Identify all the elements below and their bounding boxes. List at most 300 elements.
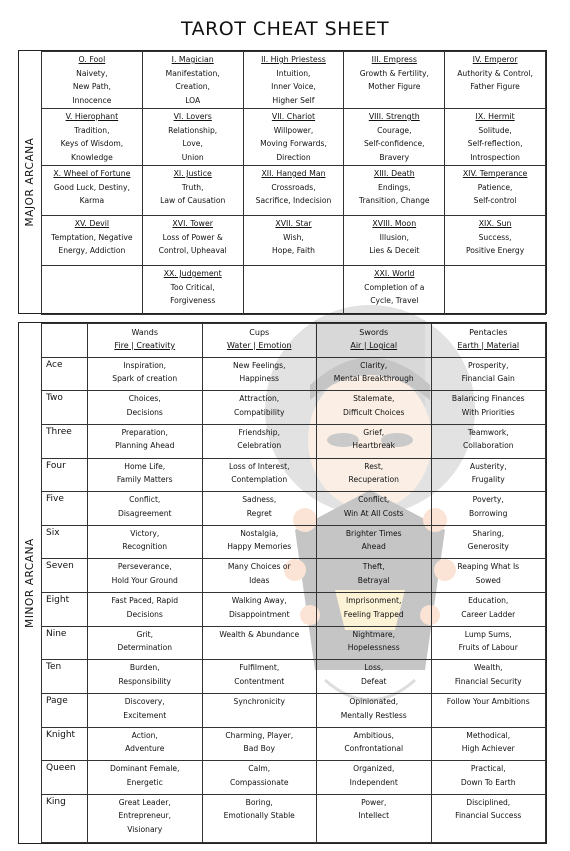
minor-arcana-table bbox=[41, 323, 546, 843]
suit-header bbox=[202, 324, 317, 358]
card-name: XVII. Star bbox=[275, 219, 312, 228]
card-name: IX. Hermit bbox=[475, 112, 515, 121]
minor-meaning-cell bbox=[431, 593, 546, 627]
minor-meaning-cell bbox=[317, 391, 432, 425]
meaning-line: With Priorities bbox=[461, 407, 515, 417]
rank-row bbox=[42, 761, 546, 795]
meaning-line: Adventure bbox=[125, 744, 165, 754]
card-meaning: Karma bbox=[79, 196, 105, 205]
minor-meaning-cell bbox=[88, 761, 203, 795]
meaning-line: Preparation, bbox=[121, 427, 168, 437]
rank-row bbox=[42, 525, 546, 559]
rank-row bbox=[42, 492, 546, 526]
meaning-line: Poverty, bbox=[472, 495, 504, 505]
rank-row bbox=[42, 357, 546, 391]
card-name: V. Hierophant bbox=[65, 112, 119, 121]
major-card-cell bbox=[42, 109, 143, 166]
meaning-line: Ahead bbox=[361, 542, 386, 552]
meaning-line: Visionary bbox=[127, 824, 163, 834]
minor-meaning-cell bbox=[202, 660, 317, 694]
meaning-line: Boring, bbox=[245, 797, 273, 807]
card-meaning: Success, bbox=[478, 232, 512, 242]
major-card-cell bbox=[445, 216, 546, 266]
card-meaning: Willpower, bbox=[273, 125, 314, 135]
card-name: XX. Judgement bbox=[163, 269, 222, 278]
meaning-line: Heartbreak bbox=[352, 441, 396, 451]
minor-meaning-cell bbox=[202, 357, 317, 391]
major-card-cell bbox=[142, 109, 243, 166]
suit-element: Earth | Material bbox=[457, 341, 520, 350]
card-meaning: Keys of Wisdom, bbox=[60, 139, 124, 148]
minor-meaning-cell bbox=[202, 559, 317, 593]
minor-meaning-cell bbox=[431, 458, 546, 492]
meaning-line: Choices, bbox=[128, 394, 161, 404]
meaning-line: Compassionate bbox=[229, 777, 289, 787]
card-name: IV. Emperor bbox=[472, 55, 518, 64]
suit-element: Fire | Creativity bbox=[114, 341, 176, 350]
meaning-line: Synchronicity bbox=[233, 697, 285, 707]
minor-meaning-cell bbox=[431, 424, 546, 458]
minor-meaning-cell bbox=[431, 626, 546, 660]
card-name: XXI. World bbox=[374, 269, 415, 278]
rank-label: Queen bbox=[42, 761, 88, 795]
meaning-line: Betrayal bbox=[357, 575, 390, 585]
card-name: XIV. Temperance bbox=[462, 169, 528, 178]
minor-meaning-cell bbox=[431, 727, 546, 761]
meaning-line: Spark of creation bbox=[112, 374, 178, 384]
minor-meaning-cell bbox=[431, 694, 546, 728]
meaning-line: Brighter Times bbox=[345, 528, 402, 538]
major-card-cell bbox=[142, 52, 243, 109]
card-meaning: Direction bbox=[276, 152, 311, 162]
card-meaning: Cycle, Travel bbox=[370, 296, 419, 305]
card-name: XII. Hanged Man bbox=[261, 169, 326, 178]
suit-name: Swords bbox=[359, 328, 389, 337]
minor-meaning-cell bbox=[431, 660, 546, 694]
meaning-line: Hopelessness bbox=[347, 643, 400, 653]
minor-meaning-cell bbox=[431, 794, 546, 842]
card-name: XV. Devil bbox=[74, 219, 110, 228]
card-meaning: Inner Voice, bbox=[271, 82, 316, 91]
card-name: II. High Priestess bbox=[261, 55, 326, 64]
card-meaning: Self-control bbox=[473, 196, 517, 205]
meaning-line: Grief, bbox=[363, 427, 385, 437]
rank-label: Nine bbox=[42, 626, 88, 660]
minor-meaning-cell bbox=[202, 593, 317, 627]
major-card-cell bbox=[445, 109, 546, 166]
meaning-line: Planning Ahead bbox=[115, 441, 175, 451]
meaning-line: Grit, bbox=[136, 629, 153, 639]
rank-label: Two bbox=[42, 391, 88, 425]
major-card-cell bbox=[344, 216, 445, 266]
meaning-line: Bad Boy bbox=[243, 744, 275, 754]
card-meaning: Naivety, bbox=[76, 68, 108, 78]
minor-meaning-cell bbox=[88, 593, 203, 627]
minor-meaning-cell bbox=[317, 761, 432, 795]
major-arcana-table bbox=[41, 51, 546, 315]
card-meaning: Good Luck, Destiny, bbox=[53, 182, 130, 192]
minor-meaning-cell bbox=[317, 424, 432, 458]
rank-row bbox=[42, 593, 546, 627]
meaning-line: Decisions bbox=[126, 609, 163, 619]
major-card-cell bbox=[42, 52, 143, 109]
rank-label: Five bbox=[42, 492, 88, 526]
meaning-line: Excitement bbox=[123, 710, 167, 720]
minor-meaning-cell bbox=[202, 391, 317, 425]
meaning-line: Charming, Player, bbox=[225, 730, 294, 740]
meaning-line: Methodical, bbox=[466, 730, 511, 740]
minor-meaning-cell bbox=[317, 593, 432, 627]
corner-cell bbox=[42, 324, 88, 358]
meaning-line: Financial Success bbox=[455, 811, 522, 821]
major-row bbox=[42, 266, 546, 315]
rank-label: Six bbox=[42, 525, 88, 559]
card-name: VII. Chariot bbox=[271, 112, 316, 121]
meaning-line: Clarity, bbox=[360, 360, 388, 370]
card-name: XVIII. Moon bbox=[372, 219, 417, 228]
meaning-line: Organized, bbox=[353, 764, 395, 774]
rank-row bbox=[42, 458, 546, 492]
meaning-line: Wealth & Abundance bbox=[219, 629, 300, 639]
suit-element: Air | Logical bbox=[350, 341, 398, 350]
card-meaning: Relationship, bbox=[168, 125, 218, 135]
meaning-line: Loss of Interest, bbox=[229, 461, 290, 471]
meaning-line: Nightmare, bbox=[352, 629, 395, 639]
card-meaning: Too Critical, bbox=[170, 282, 215, 292]
major-card-cell bbox=[344, 266, 445, 315]
minor-meaning-cell bbox=[317, 660, 432, 694]
suit-name: Wands bbox=[131, 328, 159, 337]
major-row bbox=[42, 166, 546, 216]
major-row bbox=[42, 216, 546, 266]
meaning-line: Power, bbox=[361, 797, 387, 807]
meaning-line: Fruits of Labour bbox=[458, 643, 518, 653]
page-title: TAROT CHEAT SHEET bbox=[180, 18, 390, 40]
card-meaning: Self-confidence, bbox=[363, 139, 425, 148]
meaning-line: Rest, bbox=[364, 461, 384, 471]
meaning-line: Frugality bbox=[471, 475, 505, 485]
minor-meaning-cell bbox=[431, 357, 546, 391]
card-meaning: Hope, Faith bbox=[272, 246, 315, 255]
meaning-line: Discovery, bbox=[124, 697, 165, 707]
minor-meaning-cell bbox=[202, 525, 317, 559]
major-row bbox=[42, 52, 546, 109]
suit-header bbox=[431, 324, 546, 358]
meaning-line: Nostalgia, bbox=[240, 528, 279, 538]
meaning-line: Lump Sums, bbox=[464, 629, 512, 639]
rank-label: Four bbox=[42, 458, 88, 492]
minor-meaning-cell bbox=[88, 458, 203, 492]
meaning-line: Confrontational bbox=[344, 744, 404, 754]
major-card-cell bbox=[142, 266, 243, 315]
meaning-line: Down To Earth bbox=[460, 777, 516, 787]
rank-row bbox=[42, 794, 546, 842]
meaning-line: Sharing, bbox=[472, 528, 505, 538]
meaning-line: Celebration bbox=[237, 441, 282, 451]
minor-meaning-cell bbox=[431, 391, 546, 425]
rank-label: Knight bbox=[42, 727, 88, 761]
meaning-line: Friendship, bbox=[238, 427, 280, 437]
major-card-cell bbox=[445, 166, 546, 216]
card-name: III. Empress bbox=[371, 55, 417, 64]
major-card-cell bbox=[344, 109, 445, 166]
meaning-line: Opinionated, bbox=[349, 697, 399, 707]
card-meaning: Completion of a bbox=[364, 282, 425, 292]
minor-meaning-cell bbox=[202, 794, 317, 842]
minor-meaning-cell bbox=[88, 626, 203, 660]
meaning-line: Family Matters bbox=[116, 475, 173, 485]
meaning-line: Determination bbox=[117, 643, 173, 653]
meaning-line: Inspiration, bbox=[123, 360, 167, 370]
meaning-line: Walking Away, bbox=[231, 596, 287, 606]
card-meaning: Introspection bbox=[470, 152, 520, 162]
meaning-line: Mentally Restless bbox=[340, 710, 407, 720]
meaning-line: Contentment bbox=[234, 676, 285, 686]
meaning-line: Independent bbox=[349, 777, 398, 787]
meaning-line: Stalemate, bbox=[353, 394, 395, 404]
card-meaning: Law of Causation bbox=[160, 196, 226, 205]
card-meaning: Tradition, bbox=[74, 125, 110, 135]
suit-header bbox=[88, 324, 203, 358]
meaning-line: Wealth, bbox=[473, 663, 503, 673]
card-meaning: Solitude, bbox=[478, 125, 512, 135]
card-meaning: Growth & Fertility, bbox=[359, 68, 429, 78]
meaning-line: Career Ladder bbox=[461, 609, 516, 619]
minor-meaning-cell bbox=[88, 391, 203, 425]
meaning-line: Theft, bbox=[362, 562, 385, 572]
meaning-line: Practical, bbox=[470, 764, 506, 774]
meaning-line: Feeling Trapped bbox=[343, 609, 404, 619]
card-name: I. Magician bbox=[171, 55, 214, 64]
card-meaning: Truth, bbox=[181, 182, 204, 192]
minor-meaning-cell bbox=[317, 458, 432, 492]
major-card-cell bbox=[142, 216, 243, 266]
empty-cell bbox=[445, 266, 546, 315]
meaning-line: Win At All Costs bbox=[343, 508, 404, 518]
minor-meaning-cell bbox=[317, 794, 432, 842]
meaning-line: Ideas bbox=[249, 575, 270, 585]
meaning-line: Financial Security bbox=[454, 676, 522, 686]
major-card-cell bbox=[142, 166, 243, 216]
minor-meaning-cell bbox=[88, 492, 203, 526]
major-arcana-side-label: MAJOR ARCANA bbox=[19, 51, 42, 313]
rank-row bbox=[42, 660, 546, 694]
meaning-line: Emotionally Stable bbox=[223, 811, 295, 821]
meaning-line: Balancing Finances bbox=[451, 394, 525, 404]
minor-meaning-cell bbox=[202, 727, 317, 761]
meaning-line: Entrepreneur, bbox=[118, 811, 171, 821]
card-name: VIII. Strength bbox=[368, 112, 420, 121]
meaning-line: Action, bbox=[131, 730, 158, 740]
minor-meaning-cell bbox=[431, 761, 546, 795]
meaning-line: Compatibility bbox=[233, 407, 285, 417]
card-meaning: LOA bbox=[185, 95, 201, 105]
suit-header-row bbox=[42, 324, 546, 358]
major-card-cell bbox=[42, 166, 143, 216]
rank-label: Ten bbox=[42, 660, 88, 694]
card-meaning: New Path, bbox=[72, 82, 111, 91]
card-meaning: Temptation, Negative bbox=[51, 232, 133, 242]
major-card-cell bbox=[42, 216, 143, 266]
meaning-line: Recognition bbox=[122, 542, 168, 552]
rank-label: Eight bbox=[42, 593, 88, 627]
card-meaning: Mother Figure bbox=[368, 82, 421, 91]
suit-element: Water | Emotion bbox=[227, 341, 292, 350]
card-meaning: Illusion, bbox=[379, 232, 409, 242]
card-meaning: Moving Forwards, bbox=[260, 139, 327, 148]
minor-arcana-section bbox=[18, 322, 547, 844]
suit-name: Cups bbox=[249, 328, 270, 337]
meaning-line: Burden, bbox=[129, 663, 160, 673]
card-meaning: Crossroads, bbox=[271, 182, 316, 192]
card-meaning: Father Figure bbox=[470, 82, 520, 91]
card-name: XIII. Death bbox=[373, 169, 415, 178]
meaning-line: Victory, bbox=[130, 528, 160, 538]
minor-meaning-cell bbox=[317, 559, 432, 593]
meaning-line: Fulfilment, bbox=[239, 663, 280, 673]
meaning-line: Fast Paced, Rapid bbox=[111, 596, 179, 606]
major-card-cell bbox=[243, 216, 344, 266]
minor-meaning-cell bbox=[88, 660, 203, 694]
meaning-line: Imprisonment, bbox=[346, 596, 402, 606]
card-meaning: Energy, Addiction bbox=[58, 246, 126, 255]
card-meaning: Endings, bbox=[378, 182, 411, 192]
card-meaning: Sacrifice, Indecision bbox=[255, 196, 332, 205]
meaning-line: Intellect bbox=[358, 811, 390, 821]
card-meaning: Creation, bbox=[175, 82, 210, 91]
card-name: X. Wheel of Fortune bbox=[53, 169, 131, 178]
meaning-line: Calm, bbox=[248, 764, 271, 774]
minor-meaning-cell bbox=[202, 761, 317, 795]
meaning-line: Responsibility bbox=[118, 676, 172, 686]
meaning-line: Hold Your Ground bbox=[111, 575, 178, 585]
minor-meaning-cell bbox=[202, 492, 317, 526]
meaning-line: Great Leader, bbox=[118, 797, 171, 807]
minor-meaning-cell bbox=[431, 559, 546, 593]
card-meaning: Union bbox=[181, 152, 204, 162]
minor-meaning-cell bbox=[202, 458, 317, 492]
minor-meaning-cell bbox=[317, 694, 432, 728]
card-meaning: Lies & Deceit bbox=[369, 246, 420, 255]
meaning-line: Happiness bbox=[239, 374, 279, 384]
card-meaning: Knowledge bbox=[71, 152, 113, 162]
major-arcana-section bbox=[18, 50, 547, 314]
meaning-line: Defeat bbox=[361, 676, 387, 686]
rank-label: Page bbox=[42, 694, 88, 728]
major-card-cell bbox=[445, 52, 546, 109]
card-meaning: Positive Energy bbox=[465, 246, 525, 255]
meaning-line: Sowed bbox=[475, 575, 501, 585]
meaning-line: Conflict, bbox=[358, 495, 390, 505]
minor-meaning-cell bbox=[88, 694, 203, 728]
minor-meaning-cell bbox=[431, 492, 546, 526]
meaning-line: Austerity, bbox=[469, 461, 507, 471]
meaning-line: Generosity bbox=[467, 542, 509, 552]
major-card-cell bbox=[344, 166, 445, 216]
card-name: O. Fool bbox=[78, 55, 106, 64]
meaning-line: Disagreement bbox=[117, 508, 172, 518]
minor-meaning-cell bbox=[88, 727, 203, 761]
minor-meaning-cell bbox=[88, 559, 203, 593]
card-meaning: Innocence bbox=[72, 95, 112, 105]
meaning-line: Ambitious, bbox=[353, 730, 394, 740]
meaning-line: Recuperation bbox=[348, 475, 399, 485]
meaning-line: Energetic bbox=[126, 777, 163, 787]
card-meaning: Courage, bbox=[377, 125, 412, 135]
card-name: VI. Lovers bbox=[173, 112, 212, 121]
card-name: XVI. Tower bbox=[172, 219, 213, 228]
major-card-cell bbox=[344, 52, 445, 109]
rank-label: Seven bbox=[42, 559, 88, 593]
meaning-line: Many Choices or bbox=[227, 562, 291, 572]
minor-meaning-cell bbox=[431, 525, 546, 559]
major-card-cell bbox=[243, 52, 344, 109]
meaning-line: Regret bbox=[246, 508, 272, 518]
rank-label: Ace bbox=[42, 357, 88, 391]
card-meaning: Transition, Change bbox=[358, 196, 430, 205]
meaning-line: High Achiever bbox=[461, 744, 515, 754]
minor-meaning-cell bbox=[317, 727, 432, 761]
meaning-line: Disappointment bbox=[228, 609, 290, 619]
meaning-line: Dominant Female, bbox=[109, 764, 180, 774]
card-meaning: Higher Self bbox=[272, 95, 315, 105]
card-meaning: Intuition, bbox=[276, 68, 311, 78]
rank-label: Three bbox=[42, 424, 88, 458]
suit-header bbox=[317, 324, 432, 358]
minor-meaning-cell bbox=[88, 794, 203, 842]
meaning-line: Happy Memories bbox=[227, 542, 292, 552]
card-meaning: Manifestation, bbox=[165, 68, 220, 78]
minor-meaning-cell bbox=[317, 492, 432, 526]
meaning-line: Difficult Choices bbox=[343, 407, 405, 417]
meaning-line: Education, bbox=[468, 596, 509, 606]
card-meaning: Bravery bbox=[379, 152, 410, 162]
meaning-line: Disciplined, bbox=[466, 797, 511, 807]
meaning-line: Home Life, bbox=[124, 461, 166, 471]
meaning-line: Prosperity, bbox=[467, 360, 509, 370]
minor-meaning-cell bbox=[88, 525, 203, 559]
card-name: XI. Justice bbox=[173, 169, 212, 178]
rank-row bbox=[42, 694, 546, 728]
meaning-line: New Feelings, bbox=[233, 360, 286, 370]
rank-row bbox=[42, 626, 546, 660]
card-meaning: Control, Upheaval bbox=[158, 246, 227, 255]
meaning-line: Follow Your Ambitions bbox=[446, 697, 530, 707]
meaning-line: Reaping What Is bbox=[457, 562, 520, 572]
meaning-line: Sadness, bbox=[242, 495, 277, 505]
major-card-cell bbox=[243, 166, 344, 216]
empty-cell bbox=[42, 266, 143, 315]
card-meaning: Authority & Control, bbox=[457, 68, 533, 78]
meaning-line: Collaboration bbox=[462, 441, 514, 451]
meaning-line: Mental Breakthrough bbox=[333, 374, 414, 384]
card-meaning: Patience, bbox=[477, 182, 513, 192]
suit-name: Pentacles bbox=[469, 328, 508, 337]
meaning-line: Financial Gain bbox=[461, 374, 515, 384]
minor-arcana-side-label: MINOR ARCANA bbox=[19, 323, 42, 843]
minor-meaning-cell bbox=[88, 424, 203, 458]
rank-row bbox=[42, 424, 546, 458]
minor-meaning-cell bbox=[317, 626, 432, 660]
meaning-line: Attraction, bbox=[239, 394, 280, 404]
card-meaning: Forgiveness bbox=[170, 296, 216, 305]
rank-row bbox=[42, 727, 546, 761]
minor-meaning-cell bbox=[317, 525, 432, 559]
rank-row bbox=[42, 559, 546, 593]
meaning-line: Contemplation bbox=[231, 475, 288, 485]
meaning-line: Perseverance, bbox=[117, 562, 172, 572]
meaning-line: Decisions bbox=[126, 407, 163, 417]
